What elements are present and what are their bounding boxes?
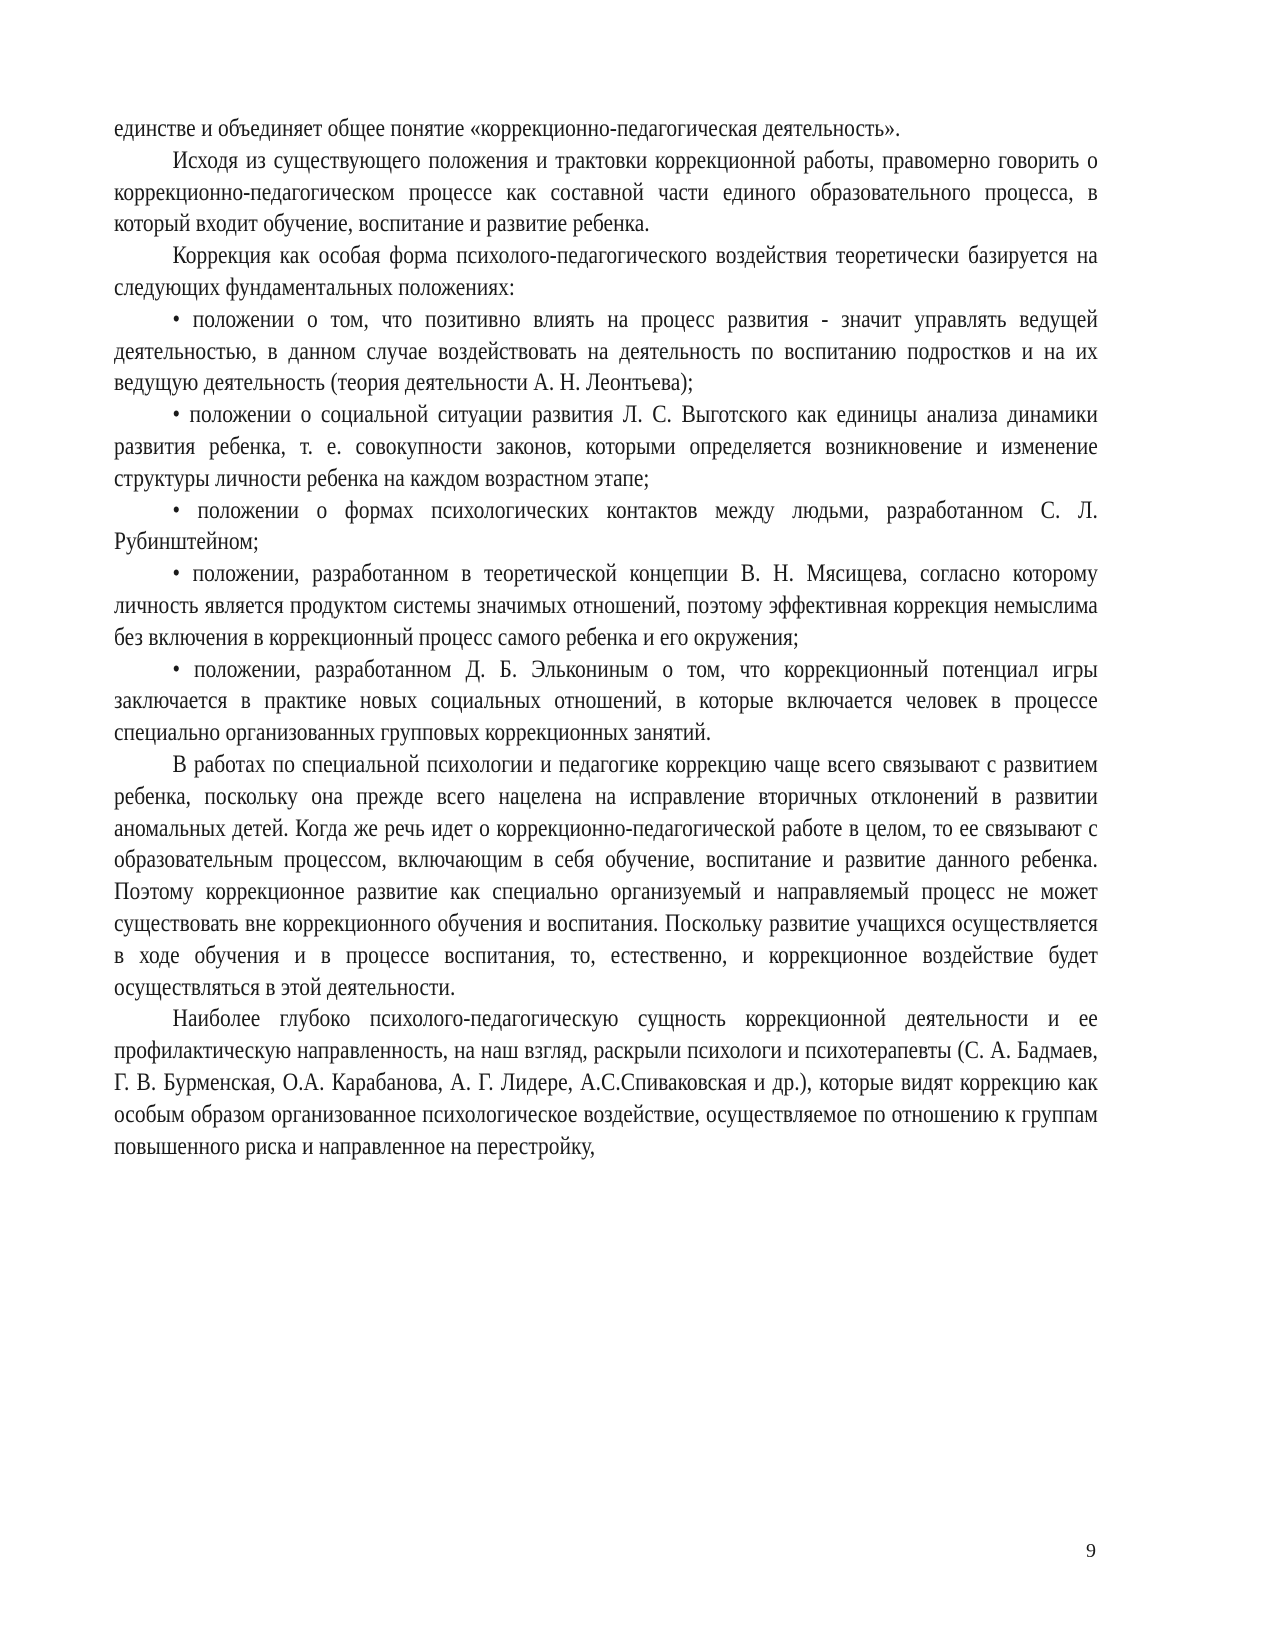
page-body <box>114 113 1098 1162</box>
bullet-elkonin: • положении, разработанном Д. Б. Элькониным о том, что коррекционный потенциал игры заключается в практике новых социальных отношений, в которые включается человек в процессе специально организованных групповых коррекционных занятий. <box>114 655 1098 747</box>
paragraph-special-psychology: В работах по специальной психологии и педагогике коррекцию чаще всего связывают с развитием ребенка, поскольку она прежде всего нацелена на исправление вторичных отклонений в развитии аномальных детей. Когда же речь идет о коррекционно-педагогической работе в целом, то ее связывают с образовательным процессом, включающим в себя обучение, воспитание и развитие данного ребенка. Поэтому коррекционное развитие как специально организуемый и направляемый процесс не может существовать вне коррекционного обучения и воспитания. Поскольку развитие учащихся осуществляется в ходе обучения и в процессе воспитания, то, естественно, и коррекционное воздействие будет осуществляться в этой деятельности. <box>114 750 1098 1001</box>
text-column <box>114 113 1098 1162</box>
paragraph-psychotherapists: Наиболее глубоко психолого-педагогическую сущность коррекционной деятельности и ее профилактическую направленность, на наш взгляд, раскрыли психологи и психотерапевты (С. А. Бадмаев, Г. В. Бурменская, О.А. Карабанова, А. Г. Лидере, А.С.Спиваковская и др.), которые видят коррекцию как особым образом организованное психологическое воздействие, осуществляемое по отношению к группам повышенного риска и направленное на перестройку, <box>114 1005 1098 1160</box>
page-number: 9 <box>1086 1540 1096 1562</box>
paragraph-3: Коррекция как особая форма психолого-педагогического воздействия теоретически базируется на следующих фундаментальных положениях: <box>114 242 1098 301</box>
bullet-myasishchev: • положении, разработанном в теоретической концепции В. Н. Мясищева, согласно которому личность является продуктом системы значимых отношений, поэтому эффективная коррекция немыслима без включения в коррекционный процесс самого ребенка и его окружения; <box>114 560 1098 651</box>
paragraph-2: Исходя из существующего положения и трактовки коррекционной работы, правомерно говорить о коррекционно-педагогическом процессе как составной части единого образовательного процесса, в который входит обучение, воспитание и развитие ребенка. <box>114 146 1098 238</box>
paragraph-1: единстве и объединяет общее понятие «коррекционно-педагогическая деятельность». <box>114 115 901 142</box>
bullet-vygotsky: • положении о социальной ситуации развития Л. С. Выготского как единицы анализа динамики развития ребенка, т. е. совокупности законов, которыми определяется возникновение и изменение структуры личности ребенка на каждом возрастном этапе; <box>114 401 1098 492</box>
bullet-leontiev: • положении о том, что позитивно влиять на процесс развития - значит управлять ведущей деятельностью, в данном случае воздействовать на деятельность по воспитанию подростков и на их ведущую деятельность (теория деятельности А. Н. Леонтьева); <box>114 305 1098 397</box>
bullet-rubinstein: • положении о формах психологических контактов между людьми, разработанном С. Л. Рубинштейном; <box>114 496 1098 556</box>
